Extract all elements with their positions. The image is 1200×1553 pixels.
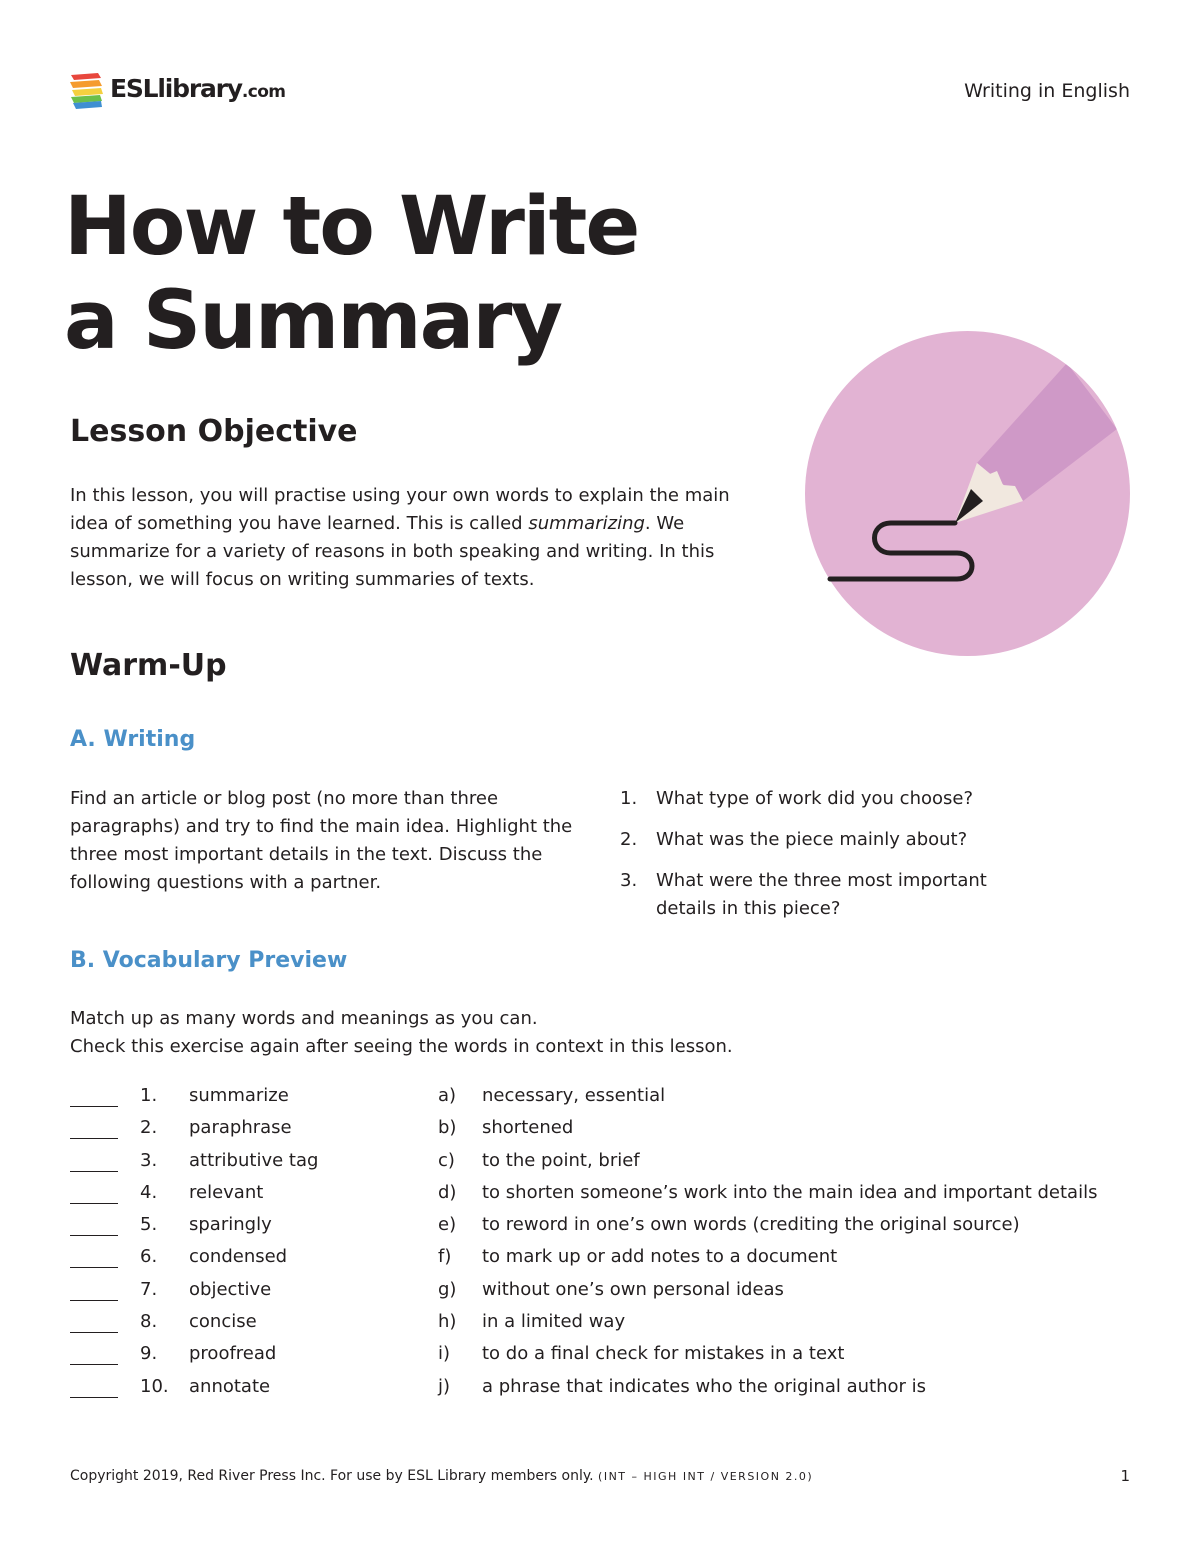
vocab-word: summarize	[189, 1085, 289, 1106]
answer-blank[interactable]	[70, 1397, 118, 1398]
vocab-meaning: a phrase that indicates who the original author is	[482, 1375, 927, 1397]
question-item: 2. What was the piece mainly about?	[620, 829, 968, 850]
answer-blank[interactable]	[70, 1332, 118, 1333]
title-line-1: How to Write	[64, 180, 639, 274]
vocabulary-preview-heading: B. Vocabulary Preview	[70, 948, 348, 973]
writing-heading: A. Writing	[70, 727, 196, 752]
answer-blank[interactable]	[70, 1138, 118, 1139]
lesson-objective-text: In this lesson, you will practise using your own words to explain the main idea of something you have learned. This is called summarizing. We summarize for a variety of reasons in both speaking and writing. In this lesson, we will focus on writing summaries of texts.	[70, 485, 730, 590]
answer-blank[interactable]	[70, 1171, 118, 1172]
vocab-meaning: to shorten someone’s work into the main idea and important details	[482, 1181, 1098, 1203]
esl-library-logo	[68, 70, 286, 110]
vocab-word: relevant	[189, 1181, 264, 1203]
vocab-meaning: to the point, brief	[482, 1149, 640, 1171]
vocabulary-row: 4. relevant d) to shorten someone’s work into the main idea and important details	[70, 1179, 1150, 1211]
vocab-meaning: to mark up or add notes to a document	[482, 1246, 838, 1268]
answer-blank[interactable]	[70, 1267, 118, 1268]
vocabulary-row: 7. objective g) without one’s own personal ideas	[70, 1276, 1150, 1308]
answer-blank[interactable]	[70, 1300, 118, 1301]
vocab-word: sparingly	[189, 1214, 272, 1236]
pencil-drawing-line-icon	[805, 331, 1130, 656]
vocab-word: objective	[189, 1278, 272, 1300]
warm-up-heading: Warm-Up	[70, 648, 227, 683]
answer-blank[interactable]	[70, 1235, 118, 1236]
vocabulary-matching-list	[70, 1082, 1150, 1405]
writing-instructions: Find an article or blog post (no more than three paragraphs) and try to find the main idea. Highlight the three most important details in the text. Discuss the following questions with a partner.	[70, 788, 573, 893]
vocab-meaning: shortened	[482, 1117, 574, 1139]
vocabulary-row: 6. condensed f) to mark up or add notes to a document	[70, 1243, 1150, 1275]
page-title	[64, 180, 638, 368]
vocabulary-row: 9. proofread i) to do a final check for mistakes in a text	[70, 1340, 1150, 1372]
lesson-objective-heading: Lesson Objective	[70, 414, 358, 449]
book-stack-icon	[68, 70, 106, 110]
vocab-word: concise	[189, 1311, 257, 1333]
vocab-word: paraphrase	[189, 1117, 292, 1139]
vocabulary-instructions: Match up as many words and meanings as you can. Check this exercise again after seeing the words in context in this lesson.	[70, 1008, 733, 1057]
vocabulary-row: 8. concise h) in a limited way	[70, 1308, 1150, 1340]
copyright-footer: Copyright 2019, Red River Press Inc. For use by ESL Library members only. (INT – HIGH INT / VERSION 2.0)	[70, 1468, 814, 1484]
discussion-questions	[620, 785, 1040, 936]
vocab-word: annotate	[189, 1375, 271, 1397]
vocab-meaning: in a limited way	[482, 1311, 626, 1333]
vocab-meaning: without one’s own personal ideas	[482, 1278, 784, 1300]
vocabulary-row: 5. sparingly e) to reword in one’s own words (crediting the original source)	[70, 1211, 1150, 1243]
answer-blank[interactable]	[70, 1364, 118, 1365]
vocabulary-row: 1. summarize a) necessary, essential	[70, 1082, 1150, 1114]
section-label: Writing in English	[964, 80, 1130, 102]
answer-blank[interactable]	[70, 1106, 118, 1107]
vocabulary-row: 3. attributive tag c) to the point, brief	[70, 1147, 1150, 1179]
level-tag: (INT – HIGH INT / VERSION 2.0)	[598, 1470, 814, 1483]
vocabulary-row: 2. paraphrase b) shortened	[70, 1114, 1150, 1146]
vocab-word: attributive tag	[189, 1149, 319, 1171]
question-item: 1. What type of work did you choose?	[620, 788, 974, 809]
vocab-meaning: necessary, essential	[482, 1085, 666, 1106]
summarizing-term: summarizing	[528, 513, 645, 534]
page-number: 1	[1120, 1467, 1130, 1485]
logo-wordmark: ESLlibrary.com	[110, 74, 286, 103]
vocab-word: condensed	[189, 1246, 288, 1268]
vocabulary-row: 10. annotate j) a phrase that indicates who the original author is	[70, 1373, 1150, 1405]
title-line-2: a Summary	[64, 274, 562, 368]
vocab-meaning: to reword in one’s own words (crediting the original source)	[482, 1214, 1020, 1236]
question-item: 3. What were the three most important details in this piece?	[620, 870, 987, 919]
answer-blank[interactable]	[70, 1203, 118, 1204]
vocab-meaning: to do a final check for mistakes in a text	[482, 1343, 845, 1365]
vocab-word: proofread	[189, 1343, 277, 1365]
